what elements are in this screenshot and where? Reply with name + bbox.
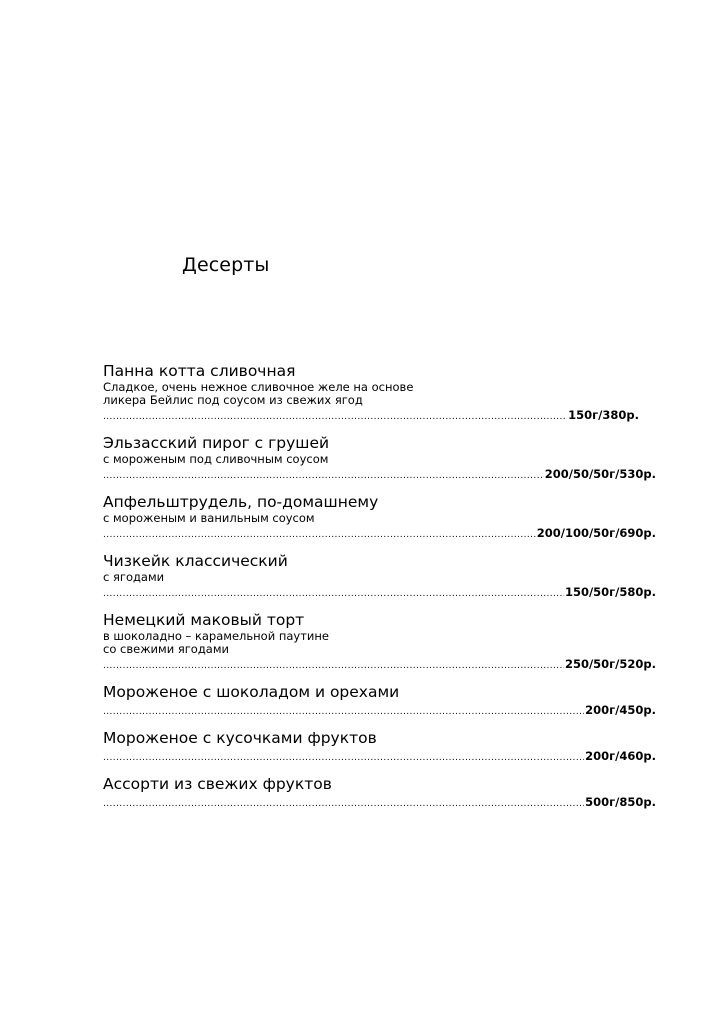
item-description: со свежими ягодами: [103, 642, 229, 656]
price-line: [103, 657, 656, 671]
item-name: Немецкий маковый торт: [103, 611, 305, 629]
item-price: 150г/380р.: [568, 408, 639, 422]
dot-leader: [103, 589, 564, 599]
price-line: [103, 408, 656, 422]
item-name: Чизкейк классический: [103, 552, 288, 570]
price-line: [103, 795, 656, 809]
price-line: [103, 526, 656, 540]
dot-leader: [103, 707, 584, 717]
menu-item: [103, 434, 656, 481]
price-line: [103, 749, 656, 763]
menu-item: [103, 362, 656, 422]
dot-leader: [103, 412, 567, 422]
item-name: Мороженое с шоколадом и орехами: [103, 683, 400, 701]
dot-leader: [103, 753, 584, 763]
item-price: 200/100/50г/690р.: [536, 526, 656, 540]
menu-item: [103, 611, 656, 671]
menu-item: [103, 683, 656, 717]
item-price: 250/50г/520р.: [564, 657, 656, 671]
menu-item: [103, 493, 656, 540]
item-description: с мороженым и ванильным соусом: [103, 511, 315, 525]
item-name: Ассорти из свежих фруктов: [103, 775, 332, 793]
price-line: [103, 467, 656, 481]
price-line: [103, 585, 656, 599]
item-price: 200/50/50г/530р.: [544, 467, 656, 481]
page-title: Десерты: [182, 254, 270, 276]
item-name: Мороженое с кусочками фруктов: [103, 729, 377, 747]
dot-leader: [103, 530, 536, 540]
dot-leader: [103, 471, 544, 481]
menu-item: [103, 729, 656, 763]
dot-leader: [103, 799, 584, 809]
item-name: Эльзасский пирог с грушей: [103, 434, 330, 452]
menu-item: [103, 552, 656, 599]
item-description: с ягодами: [103, 570, 165, 584]
menu-item: [103, 775, 656, 809]
item-price: 200г/450р.: [585, 703, 656, 717]
item-description: в шоколадно – карамельной паутине: [103, 629, 329, 643]
item-name: Панна котта сливочная: [103, 362, 296, 380]
item-description: с мороженым под сливочным соусом: [103, 452, 329, 466]
item-price: 200г/460р.: [585, 749, 656, 763]
price-line: [103, 703, 656, 717]
dot-leader: [103, 661, 564, 671]
item-name: Апфельштрудель, по-домашнему: [103, 493, 379, 511]
item-description: Сладкое, очень нежное сливочное желе на основе: [103, 380, 414, 394]
dessert-menu-list: [103, 362, 656, 809]
item-description: ликера Бейлис под соусом из свежих ягод: [103, 393, 363, 407]
item-price: 500г/850р.: [585, 795, 656, 809]
item-price: 150/50г/580р.: [564, 585, 656, 599]
